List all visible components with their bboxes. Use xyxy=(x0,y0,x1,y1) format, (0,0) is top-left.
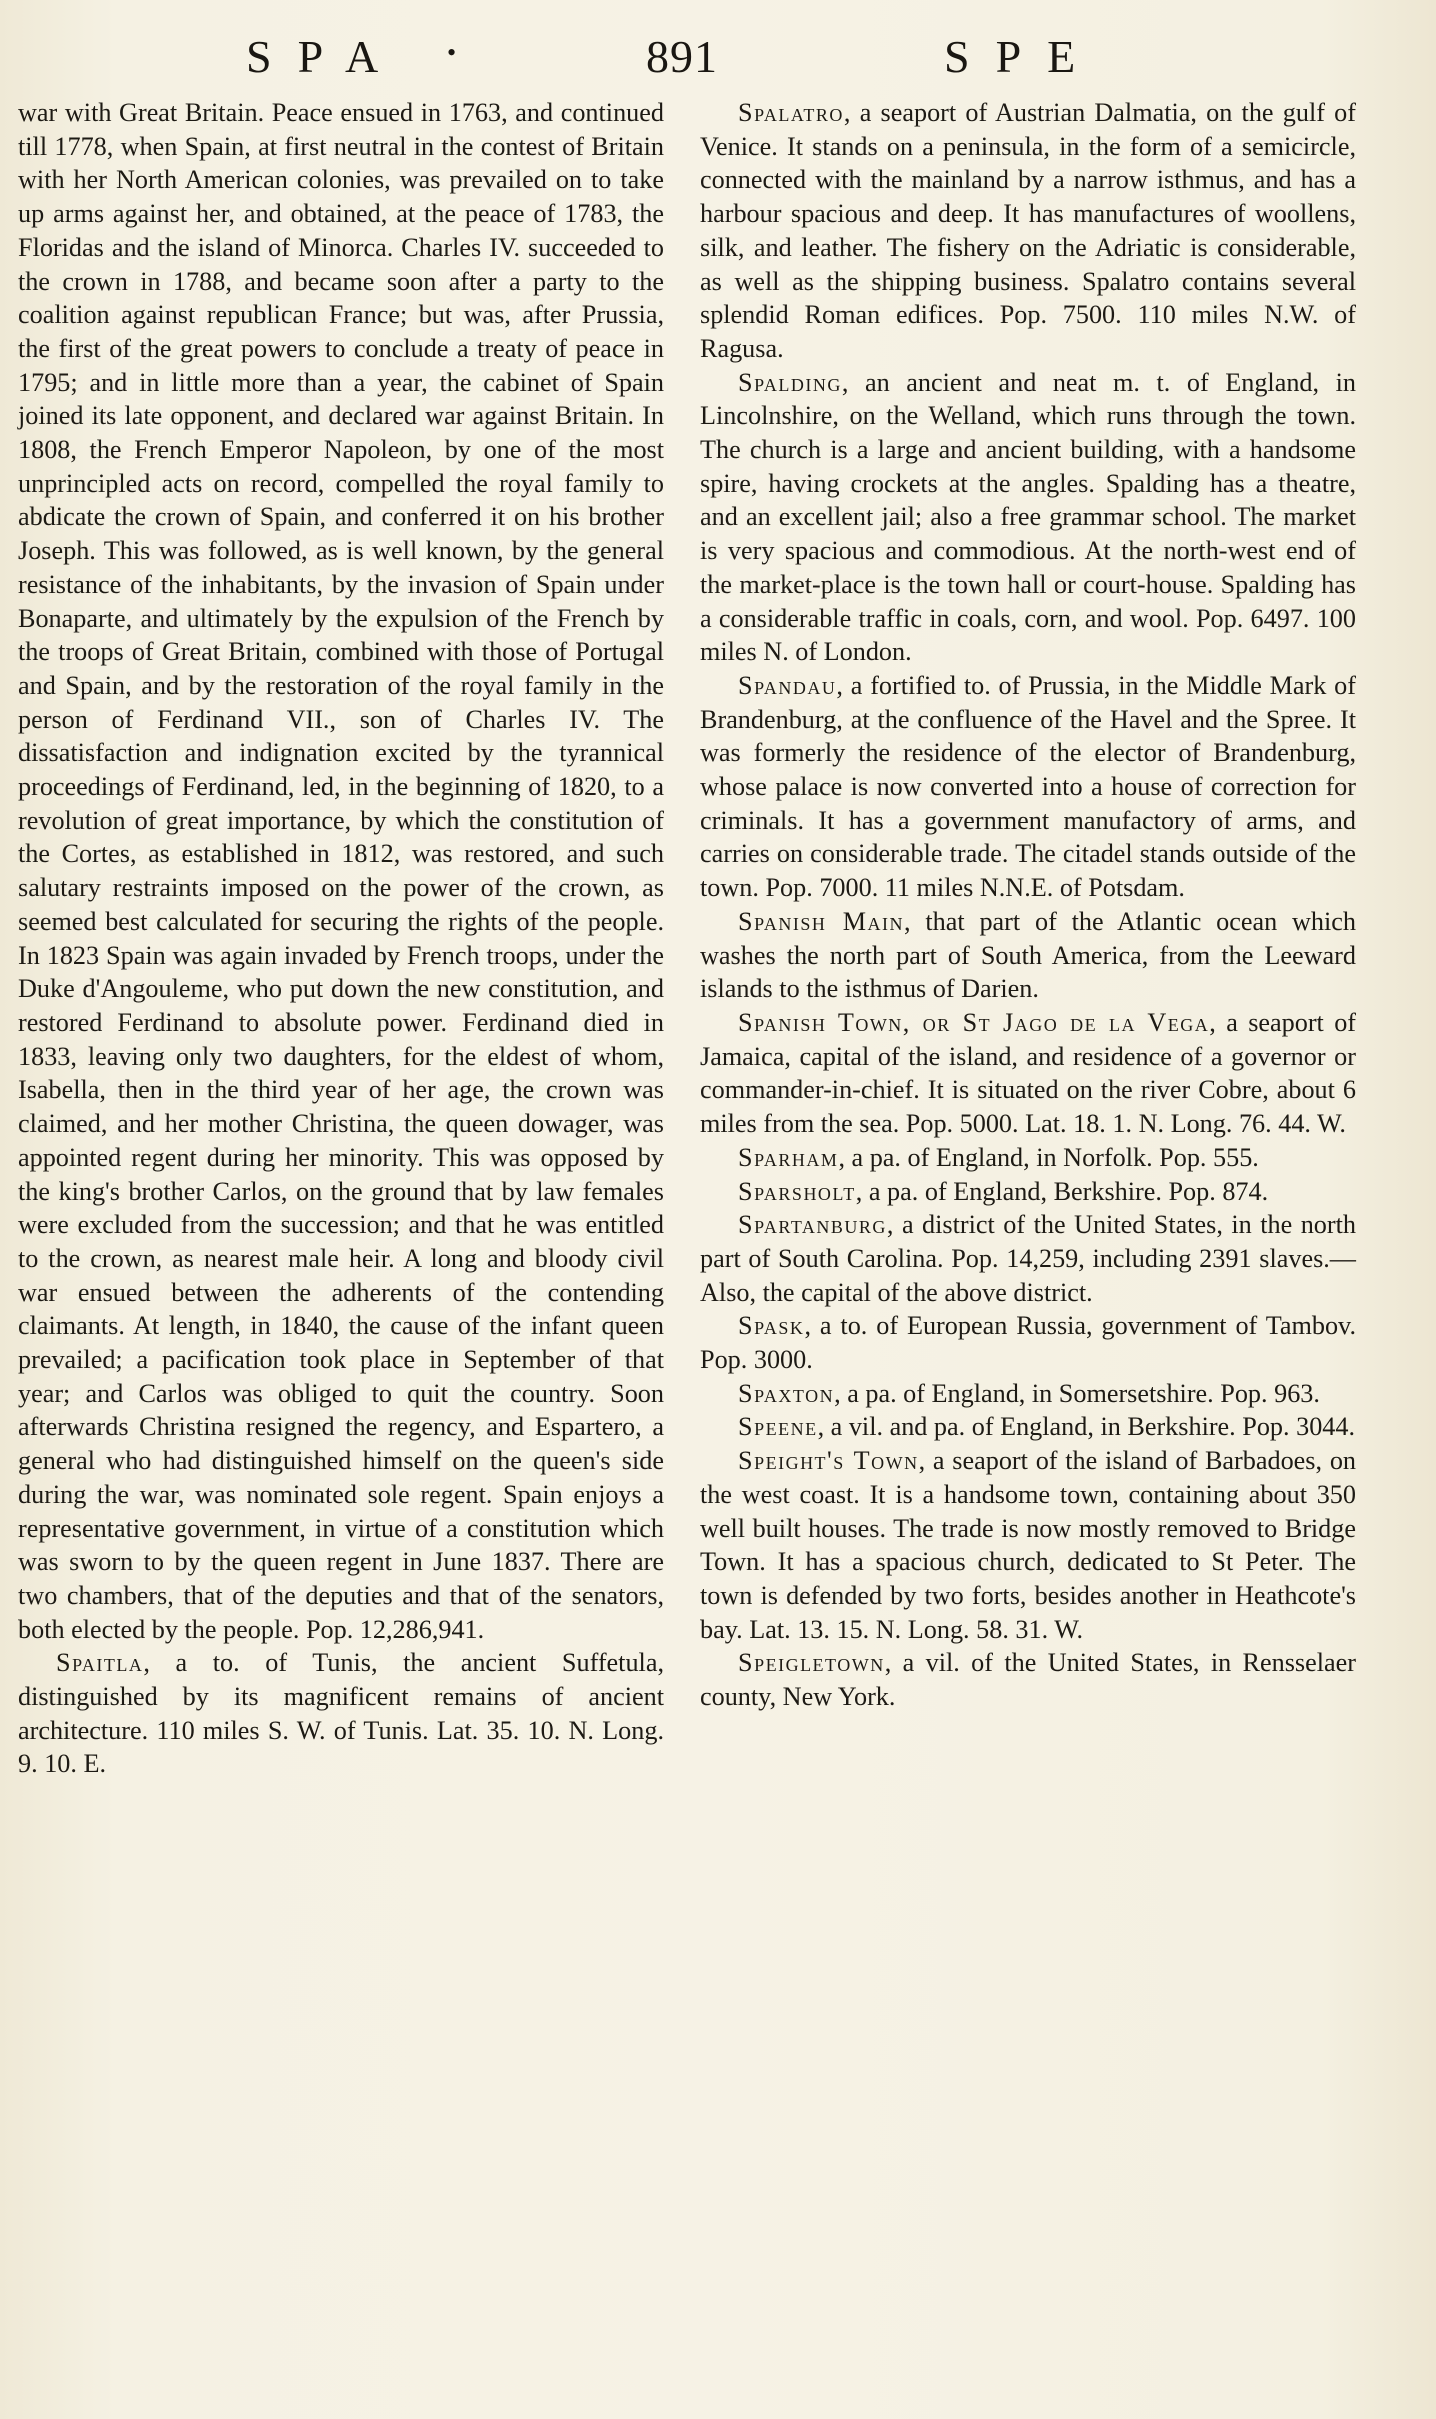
entry-text: , a seaport of Austrian Dalmatia, on the gulf of Venice. It stands on a peninsula, in the form of a semicircle, connected with the mainland by a narrow isthmus, and has a harbour spacious and deep. It has manufactures of woollens, silk, and leather. The fishery on the Adriatic is considerable, as well as the shipping business. Spalatro contains several splendid Roman edifices. Pop. 7500. 110 miles N.W. of Ragusa. xyxy=(700,98,1356,363)
entry-headword: Spanish Town, or St Jago de la Vega xyxy=(738,1007,1210,1037)
gazetteer-entry xyxy=(700,1006,1356,1141)
entry-headword: Spaitla xyxy=(56,1648,144,1678)
gazetteer-entry xyxy=(18,1646,664,1781)
entry-headword: Spaxton xyxy=(738,1378,835,1408)
entry-text: , a vil. and pa. of England, in Berkshire. Pop. 3044. xyxy=(817,1412,1356,1442)
entry-headword: Speight's Town xyxy=(738,1446,919,1476)
gazetteer-entry xyxy=(700,1208,1356,1309)
left-column xyxy=(18,96,664,1781)
entry-text: , a to. of European Russia, government of Tambov. Pop. 3000. xyxy=(700,1311,1356,1375)
gazetteer-entry xyxy=(700,905,1356,1006)
entry-text: , a pa. of England, in Norfolk. Pop. 555. xyxy=(838,1142,1259,1172)
entry-text: , a vil. of the United States, in Rensselaer county, New York. xyxy=(700,1648,1356,1712)
gazetteer-entry xyxy=(700,96,1356,366)
entry-headword: Spalatro xyxy=(738,98,844,127)
gazetteer-entry xyxy=(700,669,1356,905)
entry-text: , a pa. of England, in Somersetshire. Pop. 963. xyxy=(834,1378,1320,1408)
entry-text: , a seaport of Jamaica, capital of the island, and residence of a governor or commander-in-chief. It is situated on the river Cobre, about 6 miles from the sea. Pop. 5000. Lat. 18. 1. N. Long. 76. 44. W. xyxy=(700,1007,1357,1139)
entry-headword: Speigletown xyxy=(738,1648,885,1678)
entry-text: , a to. of Tunis, the ancient Suffetula, distinguished by its magnificent remains of ancient architecture. 110 miles S. W. of Tunis. Lat. 35. 10. N. Long. 9. 10. E. xyxy=(18,1648,664,1779)
header-left-guide-word: SPA xyxy=(246,31,405,82)
entry-text: , a district of the United States, in the north part of South Carolina. Pop. 14,259, including 2391 slaves.—Also, the capital of the above district. xyxy=(700,1210,1356,1307)
gazetteer-entry xyxy=(700,366,1356,669)
page-number: 891 xyxy=(646,31,718,82)
gazetteer-entry xyxy=(700,1444,1356,1646)
entry-headword: Spartanburg xyxy=(738,1210,887,1240)
entry-headword: Spandau xyxy=(738,670,837,700)
gazetteer-entry xyxy=(700,1377,1356,1411)
entry-text: , a fortified to. of Prussia, in the Middle Mark of Brandenburg, at the confluence of the Havel and the Spree. It was formerly the residence of the elector of Brandenburg, whose palace is now converted into a house of correction for criminals. It has a government manufactory of arms, and carries on considerable trade. The citadel stands outside of the town. Pop. 7000. 11 miles N.N.E. of Potsdam. xyxy=(700,670,1356,903)
entry-headword: Sparsholt xyxy=(738,1176,856,1206)
gazetteer-entry xyxy=(700,1646,1356,1713)
gazetteer-entry xyxy=(700,1309,1356,1376)
entry-headword: Speene xyxy=(738,1412,818,1442)
entry-text: , that part of the Atlantic ocean which washes the north part of South America, from the Leeward islands to the isthmus of Darien. xyxy=(700,906,1356,1004)
gazetteer-entry xyxy=(700,1410,1356,1444)
entry-headword: Spanish Main xyxy=(738,906,905,936)
right-column xyxy=(700,96,1356,1714)
continuation-paragraph: war with Great Britain. Peace ensued in 1763, and continued till 1778, when Spain, at first neutral in the contest of Britain with her North American colonies, was prevailed on to take up arms against her, and obtained, at the peace of 1783, the Floridas and the island of Minorca. Charles IV. succeeded to the crown in 1788, and became soon after a party to the coalition against republican France; but was, after Prussia, the first of the great powers to conclude a treaty of peace in 1795; and in little more than a year, the cabinet of Spain joined its late opponent, and declared war against Britain. In 1808, the French Emperor Napoleon, by one of the most unprincipled acts on record, compelled the royal family to abdicate the crown of Spain, and conferred it on his brother Joseph. This was followed, as is well known, by the general resistance of the inhabitants, by the invasion of Spain under Bonaparte, and ultimately by the expulsion of the French by the troops of Great Britain, combined with those of Portugal and Spain, and by the restoration of the royal family in the person of Ferdinand VII., son of Charles IV. The dissatisfaction and indignation excited by the tyrannical proceedings of Ferdinand, led, in the beginning of 1820, to a revolution of great importance, by which the constitution of the Cortes, as established in 1812, was restored, and such salutary restraints imposed on the power of the crown, as seemed best calculated for securing the rights of the people. In 1823 Spain was again invaded by French troops, under the Duke d'Angouleme, who put down the new constitution, and restored Ferdinand to absolute power. Ferdinand died in 1833, leaving only two daughters, for the eldest of whom, Isabella, then in the third year of her age, the crown was claimed, and her mother Christina, the queen dowager, was appointed regent during her minority. This was opposed by the king's brother Carlos, on the ground that by law females were excluded from the succession; and that he was entitled to the crown, as nearest male heir. A long and bloody civil war ensued between the adherents of the contending claimants. At length, in 1840, the cause of the infant queen prevailed; a pacification took place in September of that year; and Carlos was obliged to quit the country. Soon afterwards Christina resigned the regency, and Espartero, a general who had distinguished himself on the queen's side during the war, was nominated sole regent. Spain enjoys a representative government, in virtue of a constitution which was sworn to by the queen regent in June 1837. There are two chambers, that of the deputies and that of the senators, both elected by the people. Pop. 12,286,941. xyxy=(18,98,664,1644)
running-header xyxy=(0,30,1436,90)
header-right-guide-word: SPE xyxy=(944,31,1102,82)
entry-text: , a seaport of the island of Barbadoes, on the west coast. It is a handsome town, containing about 350 well built houses. The trade is now mostly removed to Bridge Town. It has a spacious church, dedicated to St Peter. The town is defended by two forts, besides another in Heathcote's bay. Lat. 13. 15. N. Long. 58. 31. W. xyxy=(700,1446,1357,1644)
entry-text: , a pa. of England, Berkshire. Pop. 874. xyxy=(855,1176,1269,1206)
entry-headword: Sparham xyxy=(738,1142,839,1172)
entry-headword: Spalding xyxy=(738,367,842,397)
gazetteer-entry xyxy=(700,1141,1356,1175)
entry-text: , an ancient and neat m. t. of England, in Lincolnshire, on the Welland, which runs through the town. The church is a large and ancient building, with a handsome spire, having crockets at the angles. Spalding has a theatre, and an excellent jail; also a free grammar school. The market is very spacious and commodious. At the north-west end of the market-place is the town hall or court-house. Spalding has a considerable traffic in coals, corn, and wool. Pop. 6497. 100 miles N. of London. xyxy=(700,367,1356,667)
entry-headword: Spask xyxy=(738,1311,805,1341)
gazetteer-entry xyxy=(700,1175,1356,1209)
header-mark: • xyxy=(447,38,457,67)
